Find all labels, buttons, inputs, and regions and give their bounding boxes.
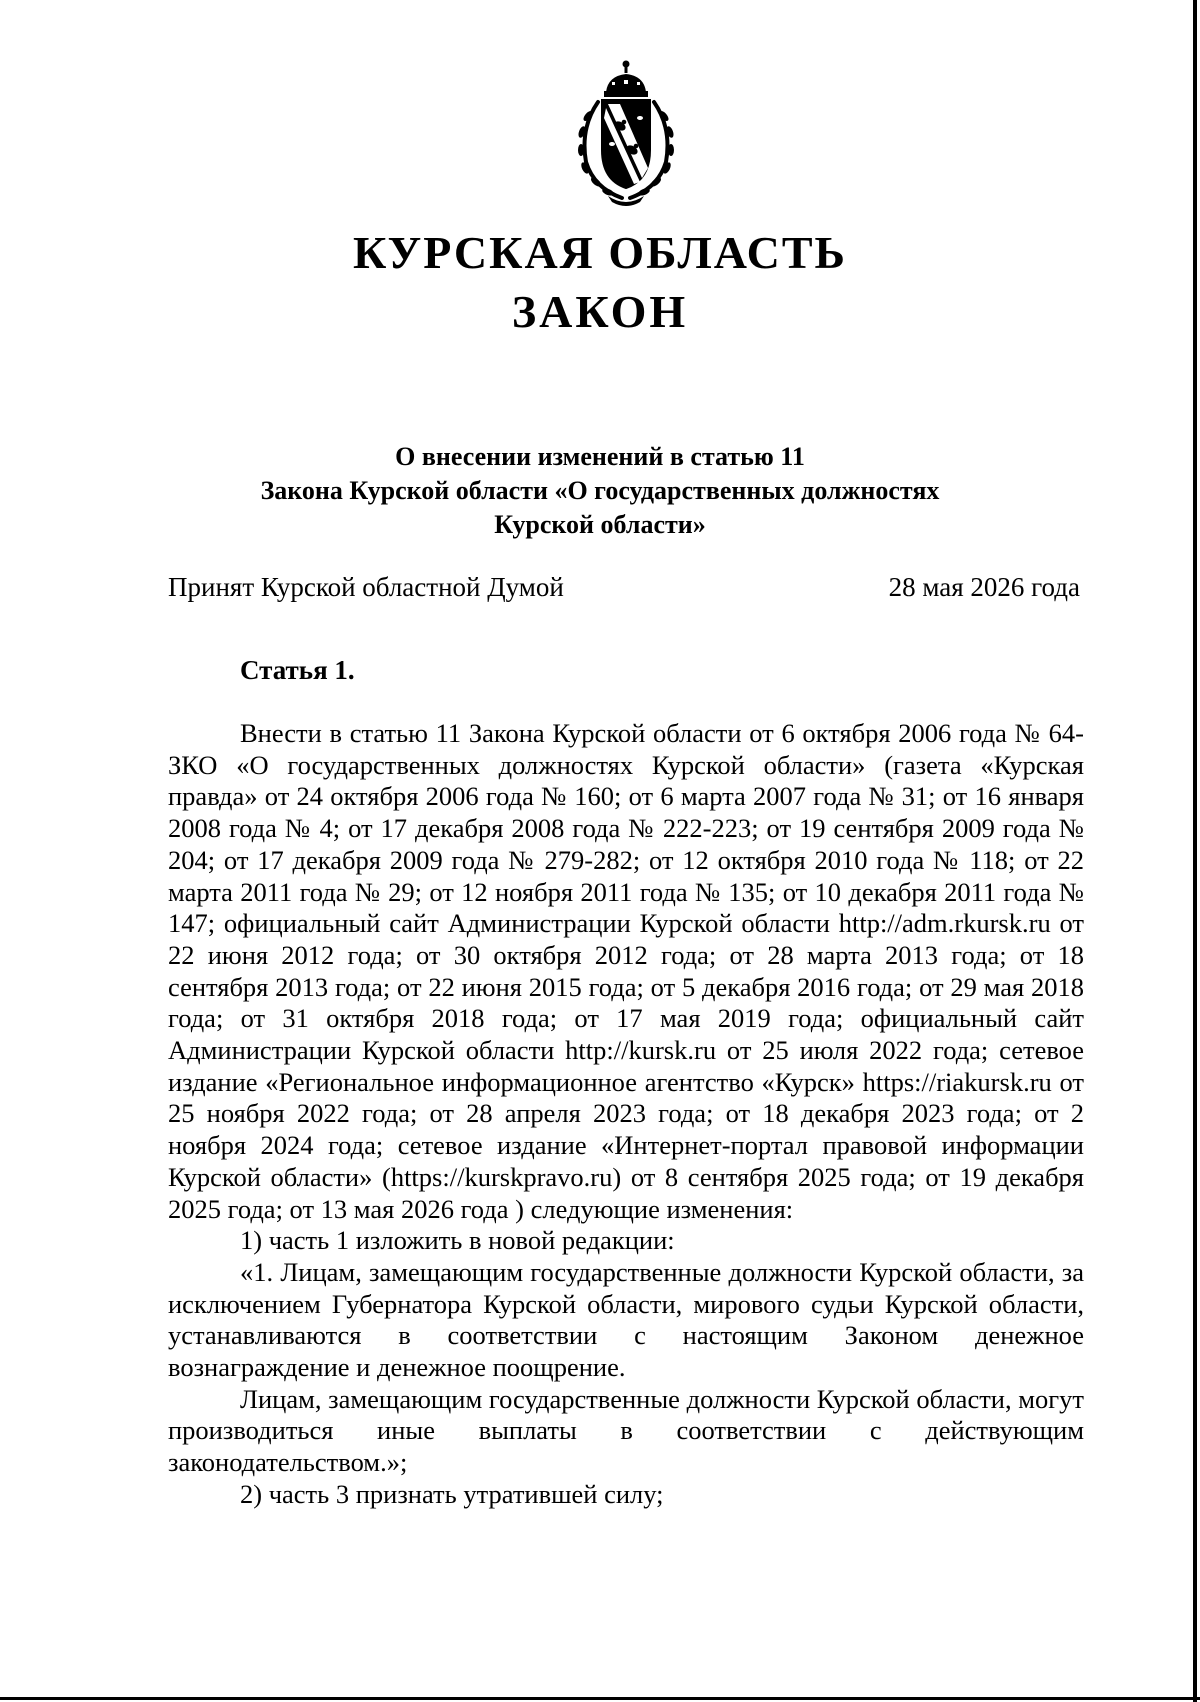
law-title-line: Курской области» — [494, 510, 706, 539]
law-title-line: Закона Курской области «О государственных должностях — [260, 476, 940, 505]
adoption-date: 28 мая 2026 года — [888, 572, 1080, 602]
scan-edge-bottom — [0, 1697, 1200, 1700]
article-heading: Статья 1. — [240, 655, 355, 685]
article-paragraph: «1. Лицам, замещающим государственные должности Курской области, за исключением Губернатора Курской области, мирового судьи Курской области, устанавливаются в соответствии с настоящим Законом денежное вознаграждение и денежное поощрение. — [168, 1256, 1084, 1383]
adopted-by: Принят Курской областной Думой — [168, 572, 564, 602]
law-title-line: О внесении изменений в статью 11 — [395, 442, 805, 471]
region-title: КУРСКАЯ ОБЛАСТЬ — [353, 227, 847, 278]
article-body — [168, 718, 1084, 1511]
article-paragraph: 1) часть 1 изложить в новой редакции: — [240, 1225, 675, 1256]
coat-of-arms-icon — [568, 58, 684, 206]
article-paragraph: 2) часть 3 признать утратившей силу; — [240, 1478, 664, 1509]
adoption-row — [168, 570, 1080, 604]
law-title — [0, 440, 1200, 542]
article-paragraph: Лицам, замещающим государственные должности Курской области, могут производиться иные выплаты в соответствии с действующим законодательством.»; — [168, 1383, 1084, 1478]
document-type: ЗАКОН — [511, 286, 689, 337]
article-paragraph: Внести в статью 11 Закона Курской области от 6 октября 2006 года № 64-ЗКО «О государственных должностях Курской области» (газета «Курская правда» от 24 октября 2006 года № 160; от 6 марта 2007 года № 31; от 16 января 2008 года № 4; от 17 декабря 2008 года № 222-223; от 19 сентября 2009 года № 204; от 17 декабря 2009 года № 279-282; от 12 октября 2010 года № 118; от 22 марта 2011 года № 29; от 12 ноября 2011 года № 135; от 10 декабря 2011 года № 147; официальный сайт Администрации Курской области http://adm.rkursk.ru от 22 июня 2012 года; от 30 октября 2012 года; от 28 марта 2013 года; от 18 сентября 2013 года; от 22 июня 2015 года; от 5 декабря 2016 года; от 29 мая 2018 года; от 31 октября 2018 года; от 17 мая 2019 года; официальный сайт Администрации Курской области http://kursk.ru от 25 июля 2022 года; сетевое издание «Региональное информационное агентство «Курск» https://riakursk.ru от 25 ноября 2022 года; от 28 апреля 2023 года; от 18 декабря 2023 года; от 2 ноября 2024 года; сетевое издание «Интернет-портал правовой информации Курской области» (https://kurskpravo.ru) от 8 сентября 2025 года; от 19 декабря 2025 года; от 13 мая 2026 года ) следующие изменения: — [168, 718, 1084, 1224]
